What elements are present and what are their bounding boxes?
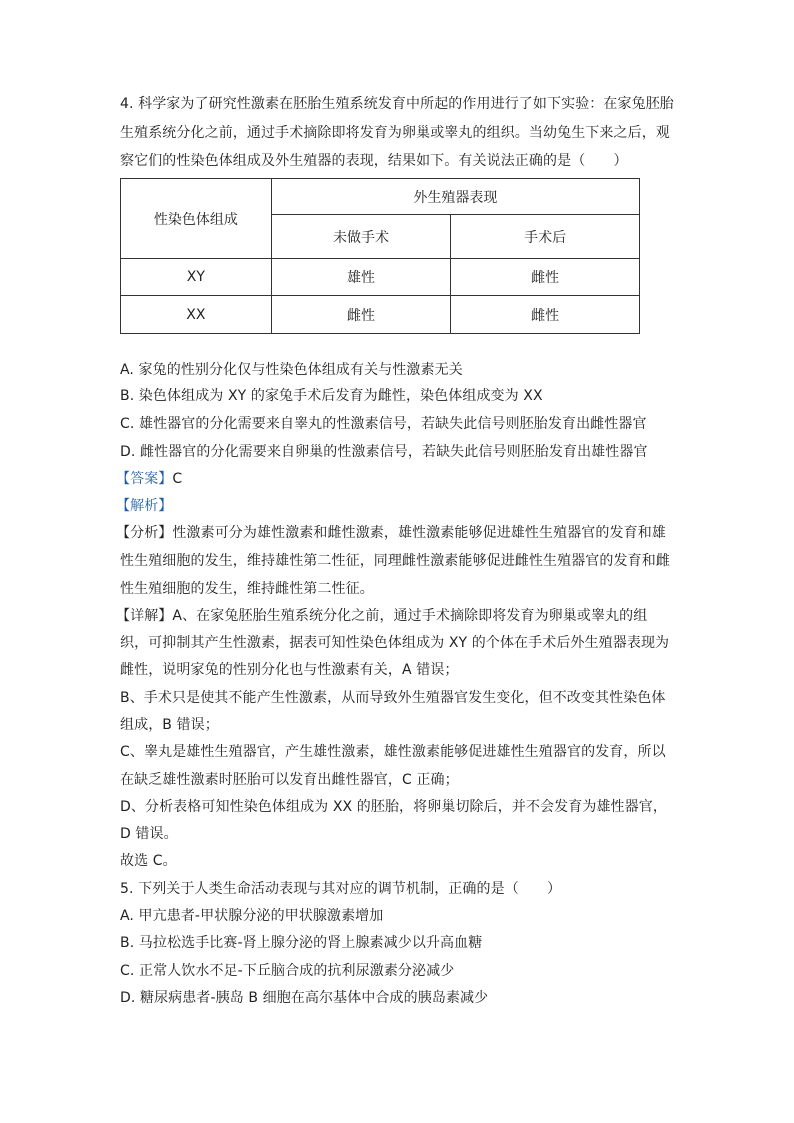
- answer-tag: 【答案】: [116, 471, 173, 487]
- table-cell-no-surgery: 雄性: [271, 259, 451, 296]
- xiangjie-tag: 【详解】: [116, 608, 173, 624]
- answer-line: [116, 469, 182, 489]
- table-row: [121, 296, 640, 334]
- q5-option-c: C. 正常人饮水不足-下丘脑合成的抗利尿激素分泌减少: [120, 963, 455, 979]
- result-table: [120, 178, 640, 334]
- detail-text-1: A、在家兔胚胎生殖系统分化之前，通过手术摘除即将发育为卵巢或睾丸的组: [172, 608, 648, 624]
- table-cell-chromosome: XX: [121, 296, 272, 334]
- q5-option-a: A. 甲亢患者-甲状腺分泌的甲状腺激素增加: [120, 908, 384, 924]
- q4-option-d: D. 雌性器官的分化需要来自卵巢的性激素信号，若缺失此信号则胚胎发育出雄性器官: [120, 444, 648, 460]
- fenxi-line-1: [116, 523, 666, 543]
- fenxi-tag: 【分析】: [116, 525, 173, 541]
- table-cell-after-surgery: 雌性: [451, 259, 640, 296]
- table-subheader-after-surgery: 手术后: [451, 215, 640, 259]
- detail-line-4: B、手术只是使其不能产生性激素，从而导致外生殖器官发生变化，但不改变其性染色体: [120, 690, 666, 706]
- detail-line-1: [116, 606, 647, 626]
- detail-line-6: C、睾丸是雄性生殖器官，产生雄性激素，雄性激素能够促进雄性生殖器官的发育，所以: [120, 744, 666, 760]
- q5-option-d: D. 糖尿病患者-胰岛 B 细胞在高尔基体中合成的胰岛素减少: [120, 990, 489, 1006]
- table-cell-no-surgery: 雌性: [271, 296, 451, 334]
- analysis-heading: [116, 496, 172, 516]
- fenxi-line-2: 性生殖细胞的发生，维持雄性第二性征，同理雌性激素能够促进雌性生殖器官的发育和雌: [120, 553, 670, 569]
- detail-line-3: 雌性，说明家兔的性别分化也与性激素有关，A 错误；: [120, 662, 459, 678]
- q4-stem-line-1: 4. 科学家为了研究性激素在胚胎生殖系统发育中所起的作用进行了如下实验：在家兔胚胎: [120, 96, 674, 112]
- table-header-chromosome: 性染色体组成: [121, 179, 272, 259]
- detail-line-8: D、分析表格可知性染色体组成为 XX 的胚胎，将卵巢切除后，并不会发育为雄性器官，: [120, 799, 667, 815]
- q5-stem: 5. 下列关于人类生命活动表现与其对应的调节机制，正确的是（ ）: [120, 881, 562, 897]
- table-subheader-no-surgery: 未做手术: [271, 215, 451, 259]
- detail-line-7: 在缺乏雄性激素时胚胎可以发育出雌性器官，C 正确；: [120, 772, 459, 788]
- q4-stem-line-3: 察它们的性染色体组成及外生殖器的表现，结果如下。有关说法正确的是（ ）: [120, 153, 628, 169]
- q4-option-a: A. 家兔的性别分化仅与性染色体组成有关与性激素无关: [120, 362, 463, 378]
- table-cell-after-surgery: 雌性: [451, 296, 640, 334]
- detail-line-9: D 错误。: [120, 826, 178, 842]
- answer-value: C: [172, 471, 183, 487]
- detail-line-10: 故选 C。: [120, 853, 177, 869]
- analysis-tag: 【解析】: [116, 498, 173, 514]
- q5-option-b: B. 马拉松选手比赛-肾上腺分泌的肾上腺素减少以升高血糖: [120, 935, 483, 951]
- table-row: [121, 259, 640, 296]
- detail-line-2: 织，可抑制其产生性激素，据表可知性染色体组成为 XY 的个体在手术后外生殖器表现为: [120, 635, 670, 651]
- table-header-genitalia: 外生殖器表现: [271, 179, 639, 215]
- q4-option-c: C. 雄性器官的分化需要来自睾丸的性激素信号，若缺失此信号则胚胎发育出雌性器官: [120, 416, 647, 432]
- q4-stem-line-2: 生殖系统分化之前，通过手术摘除即将发育为卵巢或睾丸的组织。当幼兔生下来之后，观: [120, 125, 670, 141]
- detail-line-5: 组成，B 错误；: [120, 717, 219, 733]
- fenxi-line-3: 性生殖细胞的发生，维持雌性第二性征。: [120, 581, 374, 597]
- table-cell-chromosome: XY: [121, 259, 272, 296]
- fenxi-text-1: 性激素可分为雄性激素和雌性激素，雄性激素能够促进雄性生殖器官的发育和雄: [172, 525, 666, 541]
- q4-option-b: B. 染色体组成为 XY 的家兔手术后发育为雌性，染色体组成变为 XX: [120, 388, 543, 404]
